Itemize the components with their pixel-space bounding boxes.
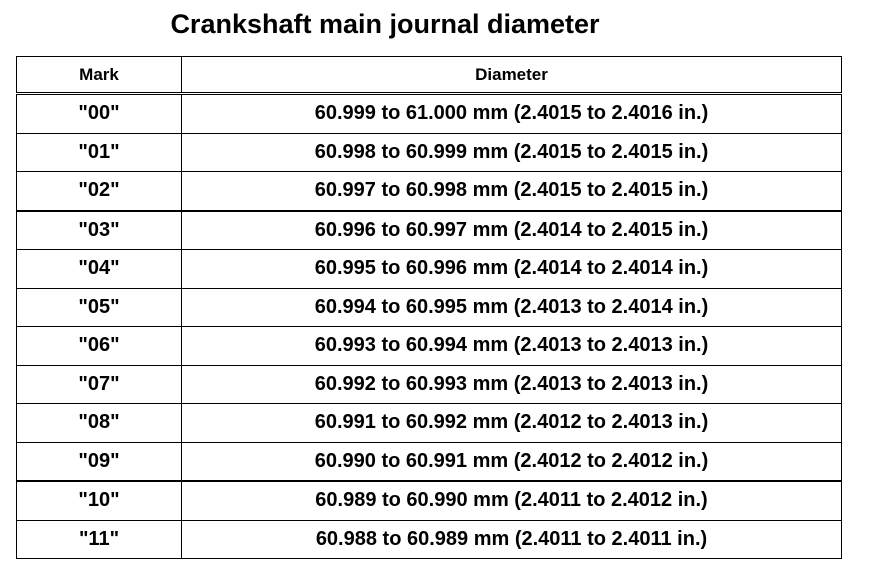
table-row	[17, 404, 842, 443]
table-header-row	[17, 57, 842, 94]
table-row	[17, 172, 842, 211]
mark-cell: "02"	[17, 172, 182, 211]
mark-cell: "09"	[17, 442, 182, 481]
table-row	[17, 442, 842, 481]
table-row	[17, 211, 842, 250]
diameter-cell: 60.994 to 60.995 mm (2.4013 to 2.4014 in.)	[182, 288, 842, 327]
mark-cell: "05"	[17, 288, 182, 327]
table-row	[17, 327, 842, 366]
table-row	[17, 365, 842, 404]
diameter-cell: 60.988 to 60.989 mm (2.4011 to 2.4011 in.)	[182, 520, 842, 559]
table-row	[17, 520, 842, 559]
diameter-cell: 60.993 to 60.994 mm (2.4013 to 2.4013 in.)	[182, 327, 842, 366]
mark-cell: "06"	[17, 327, 182, 366]
diameter-cell: 60.989 to 60.990 mm (2.4011 to 2.4012 in.)	[182, 481, 842, 520]
column-header-diameter: Diameter	[182, 57, 842, 94]
diameter-cell: 60.991 to 60.992 mm (2.4012 to 2.4013 in.)	[182, 404, 842, 443]
diameter-cell: 60.997 to 60.998 mm (2.4015 to 2.4015 in.)	[182, 172, 842, 211]
diameter-cell: 60.998 to 60.999 mm (2.4015 to 2.4015 in.)	[182, 133, 842, 172]
diameter-cell: 60.995 to 60.996 mm (2.4014 to 2.4014 in.)	[182, 250, 842, 289]
mark-cell: "10"	[17, 481, 182, 520]
mark-cell: "11"	[17, 520, 182, 559]
mark-cell: "07"	[17, 365, 182, 404]
mark-cell: "08"	[17, 404, 182, 443]
mark-cell: "03"	[17, 211, 182, 250]
table-row	[17, 481, 842, 520]
table-row	[17, 94, 842, 134]
mark-cell: "01"	[17, 133, 182, 172]
diameter-cell: 60.992 to 60.993 mm (2.4013 to 2.4013 in.)	[182, 365, 842, 404]
mark-cell: "04"	[17, 250, 182, 289]
table-row	[17, 133, 842, 172]
journal-diameter-table	[16, 56, 842, 559]
table-row	[17, 288, 842, 327]
diameter-cell: 60.999 to 61.000 mm (2.4015 to 2.4016 in.)	[182, 94, 842, 134]
mark-cell: "00"	[17, 94, 182, 134]
diameter-cell: 60.996 to 60.997 mm (2.4014 to 2.4015 in.)	[182, 211, 842, 250]
table-row	[17, 250, 842, 289]
page-title: Crankshaft main journal diameter	[170, 9, 600, 39]
column-header-mark: Mark	[17, 57, 182, 94]
diameter-cell: 60.990 to 60.991 mm (2.4012 to 2.4012 in.)	[182, 442, 842, 481]
